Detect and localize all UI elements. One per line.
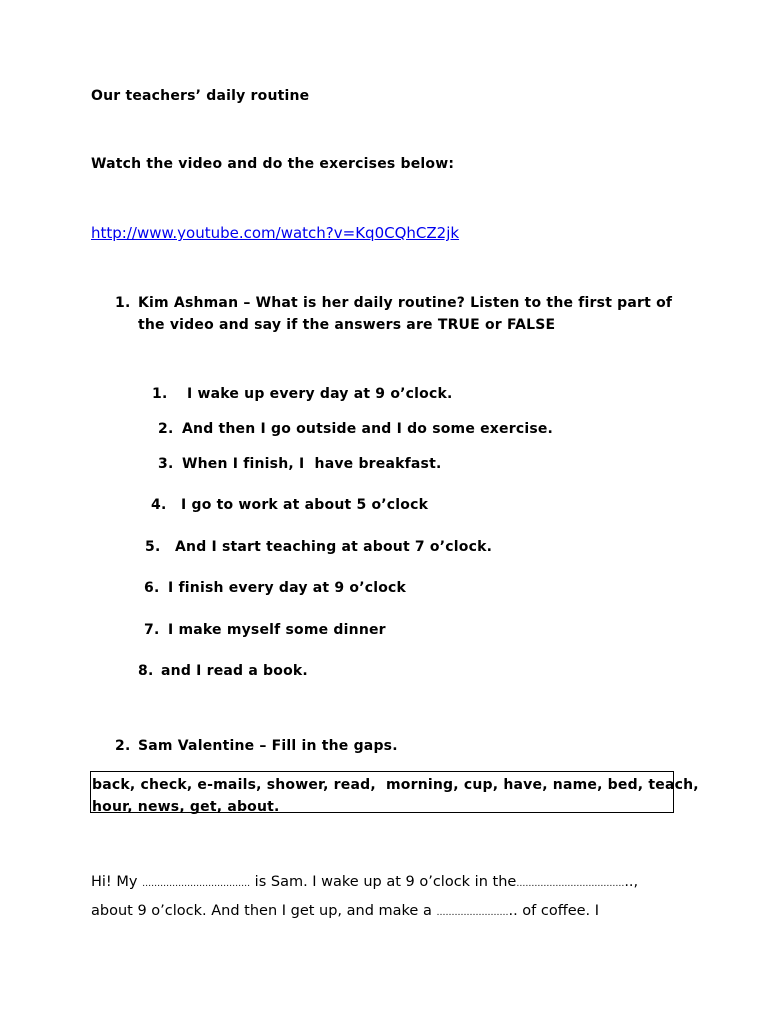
page-title: Our teachers’ daily routine (91, 88, 310, 104)
word-bank-box (90, 771, 699, 815)
list-item-number: 2. (158, 421, 174, 437)
exercise2-number: 2. (115, 738, 131, 754)
list-item-number: 8. (138, 663, 154, 679)
list-item: And I start teaching at about 7 o’clock. (175, 539, 493, 555)
gap-text-segment: .. of coffee. I (508, 903, 600, 919)
list-item: and I read a book. (161, 663, 308, 679)
list-item-number: 7. (144, 622, 160, 638)
gap-text-segment: is Sam. I wake up at 9 o’clock in the (250, 874, 517, 890)
list-item-number: 4. (151, 497, 167, 513)
list-item: When I finish, I have breakfast. (182, 456, 442, 472)
list-item-number: 3. (158, 456, 174, 472)
list-item: I make myself some dinner (168, 622, 386, 638)
gap-blank-1[interactable]: ……………………………… (142, 879, 251, 889)
gap-blank-2[interactable]: ……………………………… (516, 879, 625, 889)
list-item-number: 6. (144, 580, 160, 596)
exercise1-prompt-line2: the video and say if the answers are TRUE or FALSE (138, 317, 556, 333)
gap-text-segment: about 9 o’clock. And then I get up, and make a (91, 903, 437, 919)
video-link[interactable]: http://www.youtube.com/watch?v=Kq0CQhCZ2jk (91, 224, 460, 242)
list-item: I wake up every day at 9 o’clock. (187, 386, 453, 402)
gap-text-segment: .., (624, 874, 639, 890)
word-bank-line2: hour, news, get, about. (92, 799, 280, 815)
gap-text-segment: Hi! My (91, 874, 143, 890)
list-item-number: 5. (145, 539, 161, 555)
list-item: I finish every day at 9 o’clock (168, 580, 407, 596)
exercise1-prompt-line1: Kim Ashman – What is her daily routine? Listen to the first part of (138, 295, 673, 311)
instruction-text: Watch the video and do the exercises below: (91, 156, 455, 172)
list-item-number: 1. (152, 386, 168, 402)
list-item: And then I go outside and I do some exercise. (182, 421, 554, 437)
exercise2-prompt: Sam Valentine – Fill in the gaps. (138, 738, 398, 754)
word-bank-line1: back, check, e-mails, shower, read, morning, cup, have, name, bed, teach, (92, 777, 699, 793)
gap-text-line1 (91, 872, 638, 894)
gap-blank-3[interactable]: …………………… (436, 908, 509, 918)
exercise1-number: 1. (115, 295, 131, 311)
list-item: I go to work at about 5 o’clock (181, 497, 429, 513)
gap-text-line2 (91, 901, 599, 923)
